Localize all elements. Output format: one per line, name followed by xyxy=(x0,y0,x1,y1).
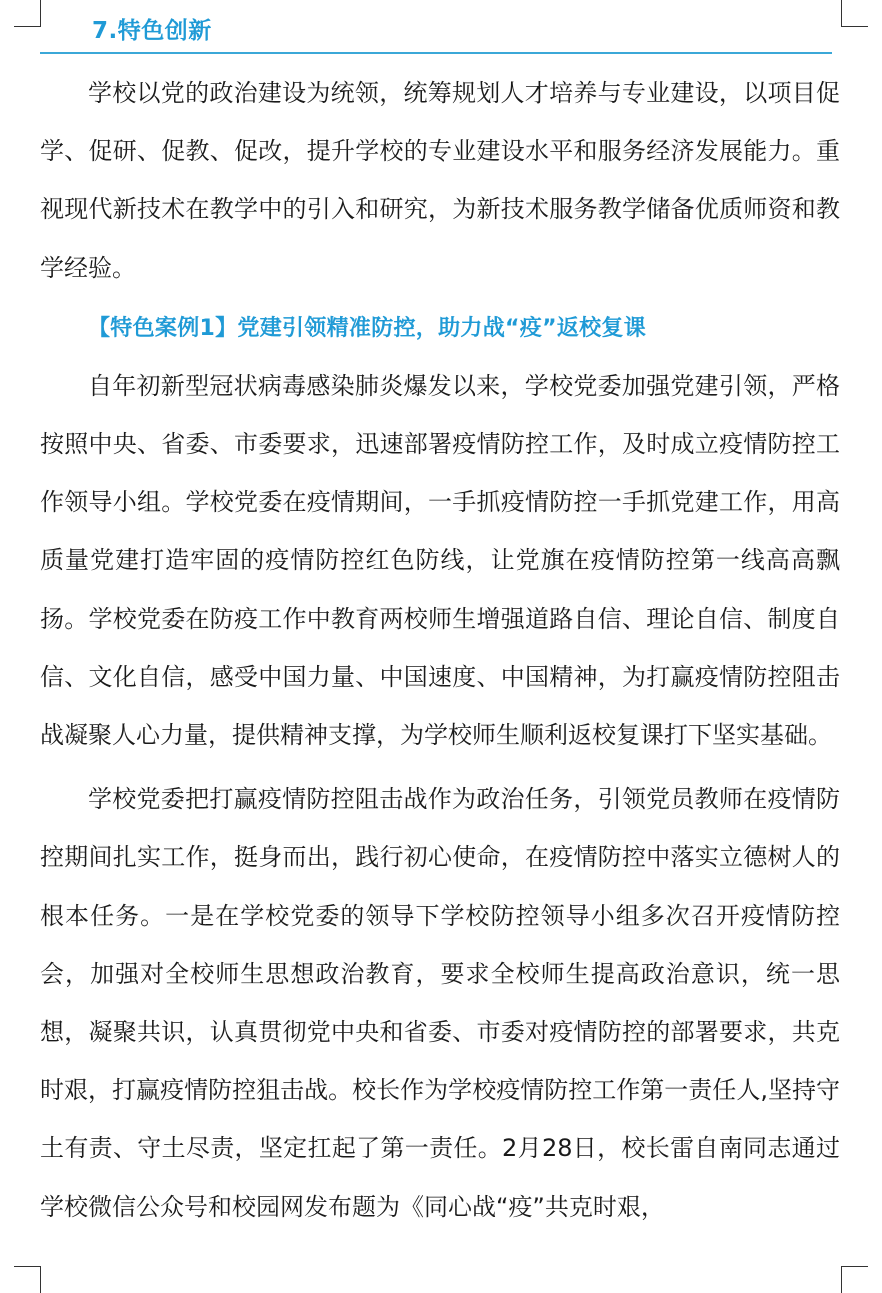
crop-mark-bottom-left xyxy=(14,1266,41,1293)
crop-mark-top-left xyxy=(14,0,41,27)
section-heading: 7.特色创新 xyxy=(92,18,212,44)
case-title: 【特色案例1】党建引领精准防控，助力战“疫”返校复课 xyxy=(88,315,647,341)
document-body xyxy=(40,64,840,1236)
crop-mark-bottom-right xyxy=(841,1266,868,1293)
case-paragraph-1: 自年初新型冠状病毒感染肺炎爆发以来，学校党委加强党建引领，严格按照中央、省委、市委要求，迅速部署疫情防控工作，及时成立疫情防控工作领导小组。学校党委在疫情期间，一手抓疫情防控一手抓党建工作，用高质量党建打造牢固的疫情防控红色防线，让党旗在疫情防控第一线高高飘扬。学校党委在防疫工作中教育两校师生增强道路自信、理论自信、制度自信、文化自信，感受中国力量、中国速度、中国精神，为打赢疫情防控阻击战凝聚人心力量，提供精神支撑，为学校师生顺利返校复课打下坚实基础。 xyxy=(40,371,840,750)
crop-mark-top-right xyxy=(841,0,868,27)
intro-paragraph: 学校以党的政治建设为统领，统筹规划人才培养与专业建设，以项目促学、促研、促教、促改，提升学校的专业建设水平和服务经济发展能力。重视现代新技术在教学中的引入和研究，为新技术服务教学储备优质师资和教学经验。 xyxy=(40,79,840,282)
case-paragraph-2: 学校党委把打赢疫情防控阻击战作为政治任务，引领党员教师在疫情防控期间扎实工作，挺身而出，践行初心使命，在疫情防控中落实立德树人的根本任务。一是在学校党委的领导下学校防控领导小组多次召开疫情防控会，加强对全校师生思想政治教育，要求全校师生提高政治意识，统一思想，凝聚共识，认真贯彻党中央和省委、市委对疫情防控的部署要求，共克时艰，打赢疫情防控狙击战。校长作为学校疫情防控工作第一责任人,坚持守土有责、守土尽责，坚定扛起了第一责任。2月28日，校长雷自南同志通过学校微信公众号和校园网发布题为《同心战“疫”共克时艰， xyxy=(40,785,840,1221)
heading-divider xyxy=(40,52,832,54)
